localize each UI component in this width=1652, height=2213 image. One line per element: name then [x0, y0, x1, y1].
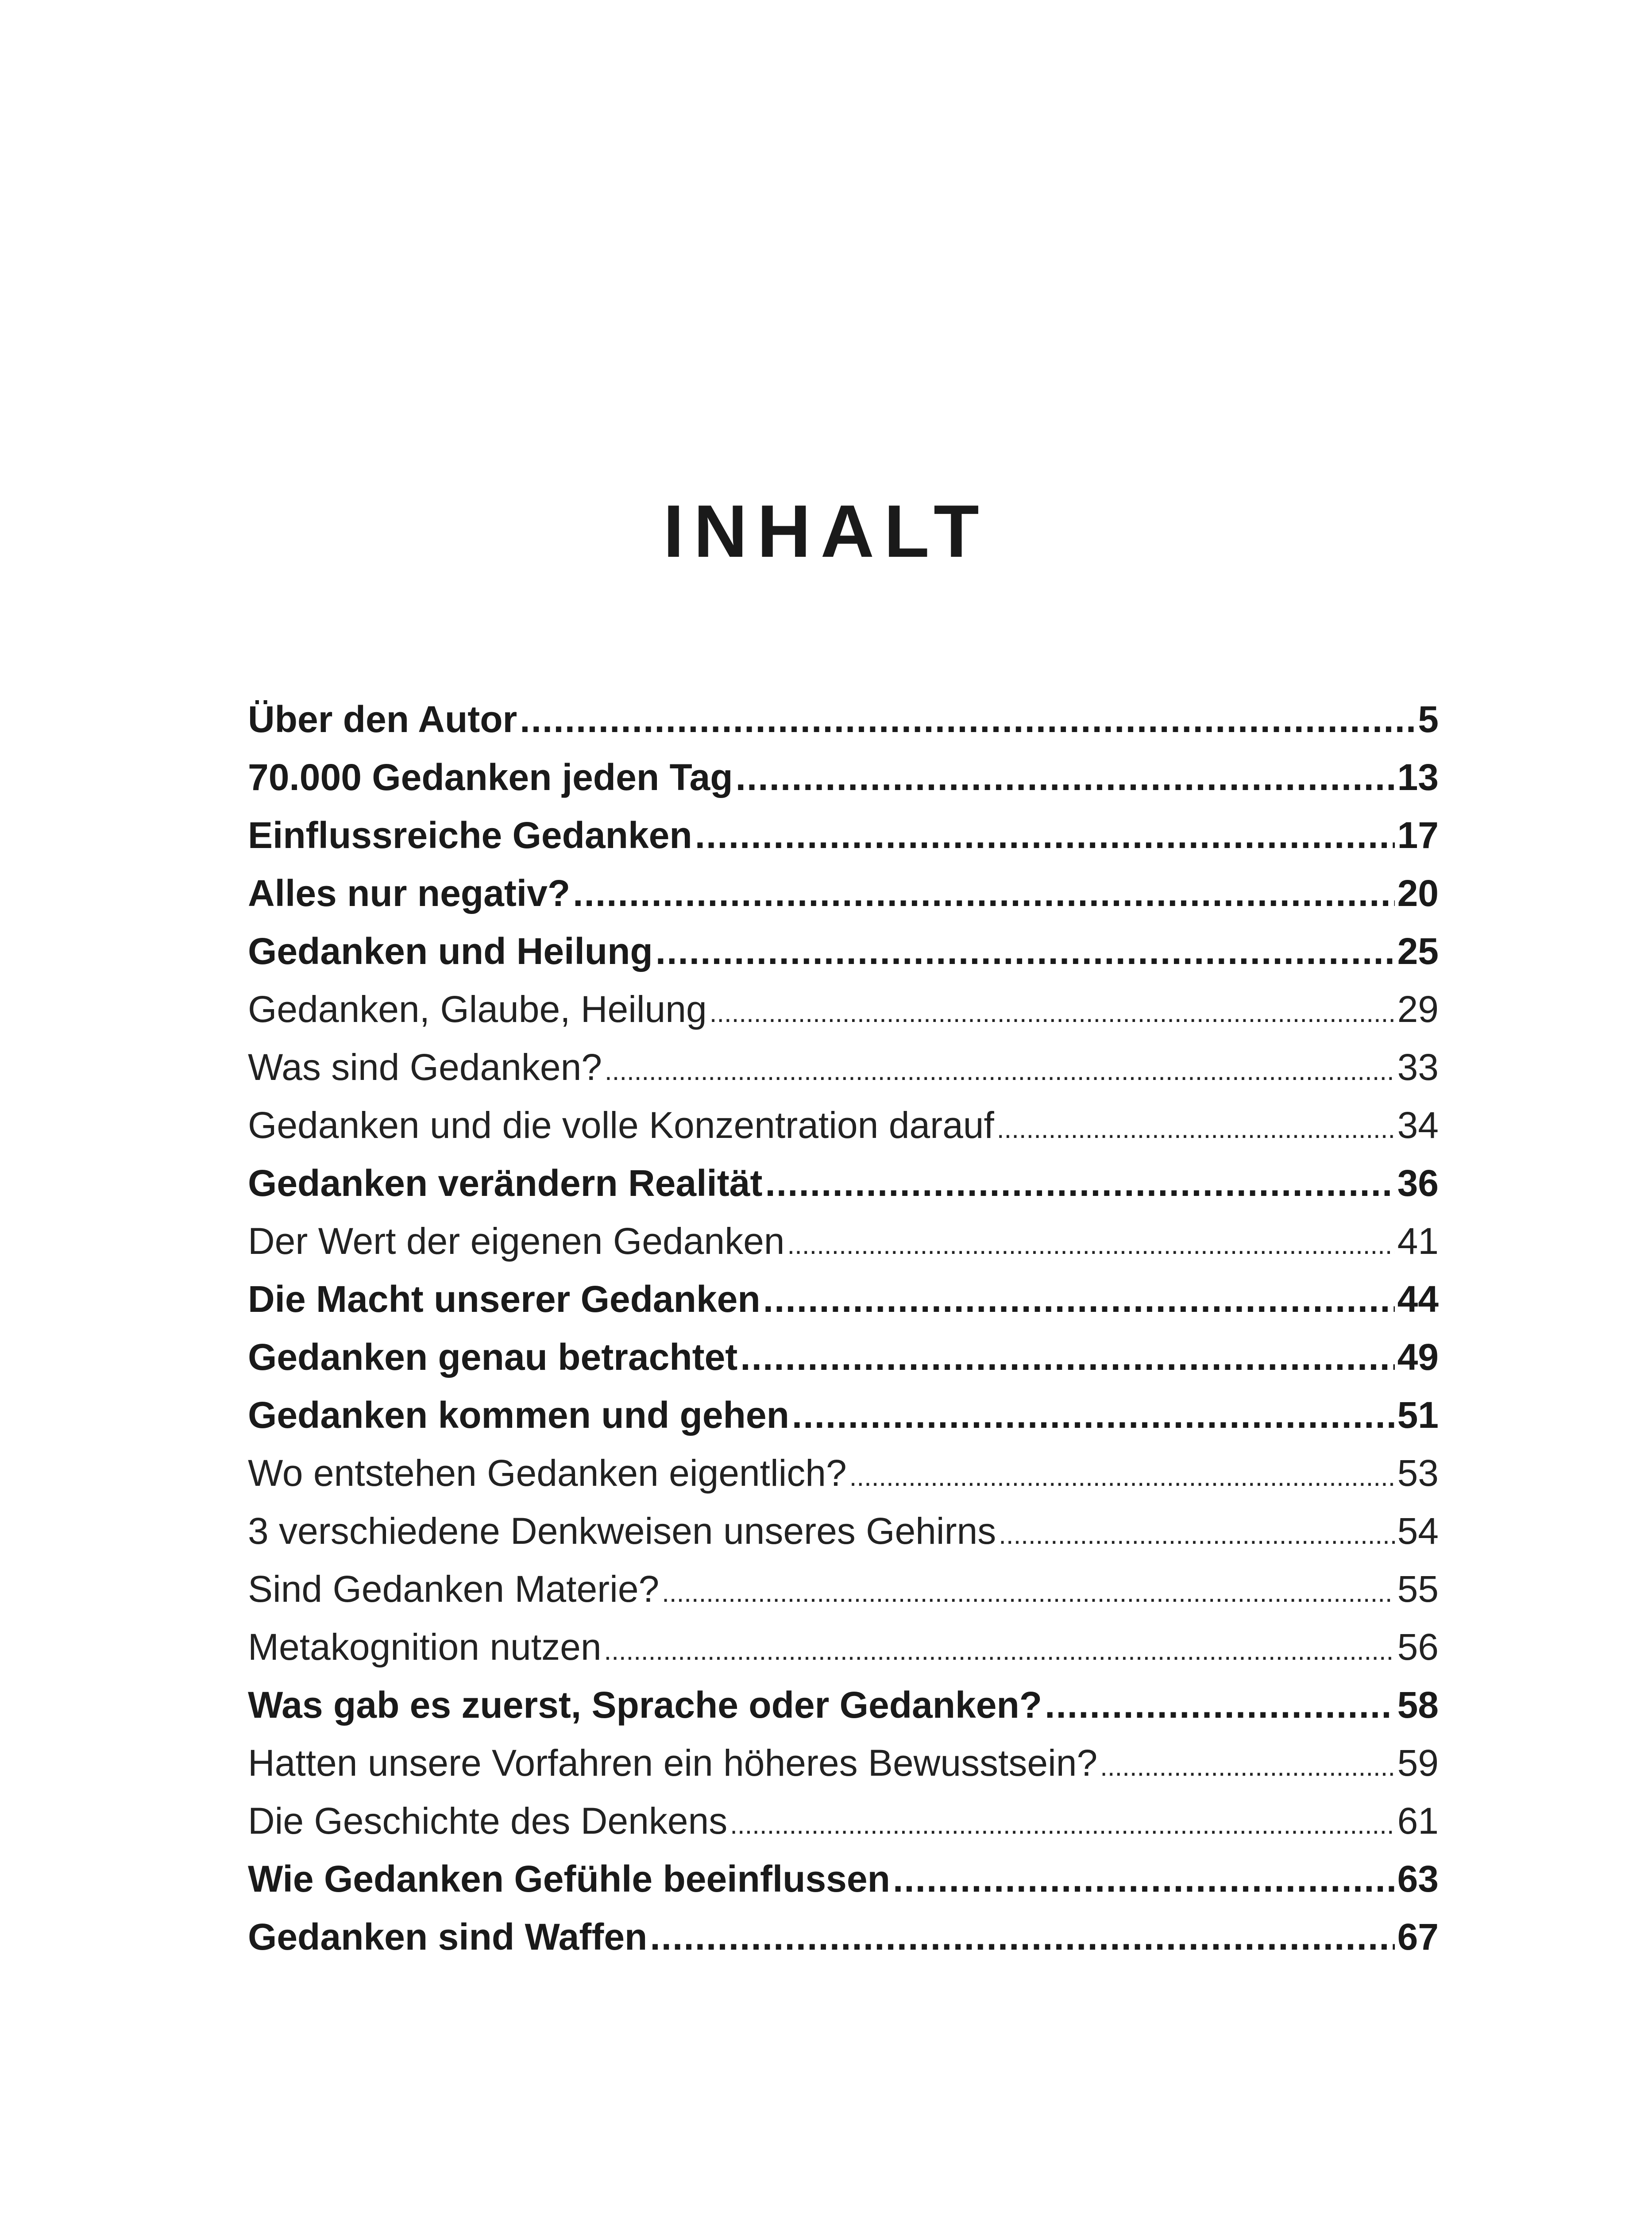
toc-entry-title: Was sind Gedanken?	[248, 1046, 602, 1088]
dot-leader	[787, 1216, 1395, 1270]
toc-entry[interactable]	[248, 1560, 1439, 1618]
toc-entry-page-number: 51	[1397, 1394, 1439, 1436]
toc-entry[interactable]	[248, 1734, 1439, 1792]
dot-leader	[792, 1386, 1395, 1444]
toc-entry-page-number: 34	[1397, 1104, 1439, 1146]
toc-entry-title: Wie Gedanken Gefühle beeinflussen	[248, 1858, 890, 1900]
toc-entry-title: Was gab es zuerst, Sprache oder Gedanken?	[248, 1684, 1042, 1726]
dot-leader	[736, 748, 1395, 806]
toc-entry-title: Über den Autor	[248, 698, 517, 740]
toc-entry[interactable]	[248, 980, 1439, 1038]
toc-entry-page-number: 25	[1397, 930, 1439, 972]
toc-entry[interactable]	[248, 1096, 1439, 1154]
toc-entry-title: Einflussreiche Gedanken	[248, 814, 692, 856]
toc-entry[interactable]	[248, 690, 1439, 748]
dot-leader	[730, 1796, 1394, 1850]
dot-leader	[573, 864, 1394, 922]
toc-entry-title: Metakognition nutzen	[248, 1626, 602, 1668]
toc-entry[interactable]	[248, 1792, 1439, 1850]
toc-entry-page-number: 41	[1397, 1220, 1439, 1262]
toc-entry[interactable]	[248, 1502, 1439, 1560]
toc-entry-title: Wo entstehen Gedanken eigentlich?	[248, 1452, 847, 1494]
dot-leader	[740, 1328, 1394, 1386]
toc-entry[interactable]	[248, 864, 1439, 922]
toc-entry-title: Gedanken sind Waffen	[248, 1916, 648, 1958]
toc-entry-title: Gedanken, Glaube, Heilung	[248, 988, 707, 1030]
toc-entry-title: Gedanken genau betrachtet	[248, 1336, 738, 1378]
dot-leader	[695, 806, 1395, 864]
toc-entry-title: Gedanken verändern Realität	[248, 1162, 763, 1204]
toc-entry[interactable]	[248, 1386, 1439, 1444]
toc-entry-page-number: 17	[1397, 814, 1439, 856]
toc-entry-title: 3 verschiedene Denkweisen unseres Gehirns	[248, 1510, 996, 1552]
toc-entry-page-number: 61	[1397, 1800, 1439, 1842]
dot-leader	[656, 922, 1395, 980]
toc-entry-page-number: 58	[1397, 1684, 1439, 1726]
table-of-contents	[248, 690, 1439, 1966]
toc-entry-page-number: 53	[1397, 1452, 1439, 1494]
dot-leader	[893, 1850, 1395, 1908]
dot-leader	[765, 1154, 1394, 1212]
toc-entry-page-number: 55	[1397, 1568, 1439, 1610]
toc-entry-page-number: 44	[1397, 1278, 1439, 1320]
toc-entry[interactable]	[248, 1328, 1439, 1386]
toc-entry-page-number: 36	[1397, 1162, 1439, 1204]
dot-leader	[997, 1100, 1395, 1154]
toc-entry-page-number: 29	[1397, 988, 1439, 1030]
dot-leader	[605, 1042, 1395, 1096]
toc-entry-title: Gedanken und Heilung	[248, 930, 653, 972]
toc-entry-page-number: 54	[1397, 1510, 1439, 1552]
dot-leader	[1045, 1676, 1394, 1734]
toc-entry[interactable]	[248, 1676, 1439, 1734]
toc-entry-page-number: 13	[1397, 756, 1439, 798]
dot-leader	[710, 984, 1395, 1038]
page-title: INHALT	[663, 490, 989, 573]
dot-leader	[999, 1506, 1394, 1560]
toc-entry-title: Die Geschichte des Denkens	[248, 1800, 728, 1842]
toc-entry-page-number: 67	[1397, 1916, 1439, 1958]
dot-leader	[604, 1622, 1395, 1676]
toc-entry[interactable]	[248, 806, 1439, 864]
toc-entry[interactable]	[248, 1038, 1439, 1096]
toc-entry-title: Der Wert der eigenen Gedanken	[248, 1220, 785, 1262]
toc-entry-title: Sind Gedanken Materie?	[248, 1568, 660, 1610]
dot-leader	[763, 1270, 1395, 1328]
toc-entry[interactable]	[248, 1154, 1439, 1212]
toc-entry-page-number: 20	[1397, 872, 1439, 914]
toc-entry-page-number: 33	[1397, 1046, 1439, 1088]
toc-entry[interactable]	[248, 748, 1439, 806]
toc-entry-page-number: 59	[1397, 1742, 1439, 1784]
toc-entry-title: Gedanken kommen und gehen	[248, 1394, 789, 1436]
toc-entry-title: 70.000 Gedanken jeden Tag	[248, 756, 733, 798]
toc-entry[interactable]	[248, 1908, 1439, 1966]
toc-entry-page-number: 56	[1397, 1626, 1439, 1668]
toc-entry[interactable]	[248, 922, 1439, 980]
toc-entry-title: Gedanken und die volle Konzentration darauf	[248, 1104, 994, 1146]
toc-entry-page-number: 49	[1397, 1336, 1439, 1378]
toc-entry[interactable]	[248, 1850, 1439, 1908]
dot-leader	[650, 1908, 1394, 1966]
toc-entry[interactable]	[248, 1444, 1439, 1502]
toc-entry-title: Die Macht unserer Gedanken	[248, 1278, 760, 1320]
toc-entry-title: Alles nur negativ?	[248, 872, 571, 914]
toc-entry-page-number: 63	[1397, 1858, 1439, 1900]
dot-leader	[520, 690, 1415, 748]
dot-leader	[849, 1448, 1395, 1502]
toc-entry[interactable]	[248, 1212, 1439, 1270]
toc-entry[interactable]	[248, 1618, 1439, 1676]
dot-leader	[662, 1564, 1394, 1618]
toc-entry-title: Hatten unsere Vorfahren ein höheres Bewusstsein?	[248, 1742, 1098, 1784]
toc-entry-page-number: 5	[1418, 698, 1439, 740]
dot-leader	[1100, 1738, 1394, 1792]
toc-entry[interactable]	[248, 1270, 1439, 1328]
